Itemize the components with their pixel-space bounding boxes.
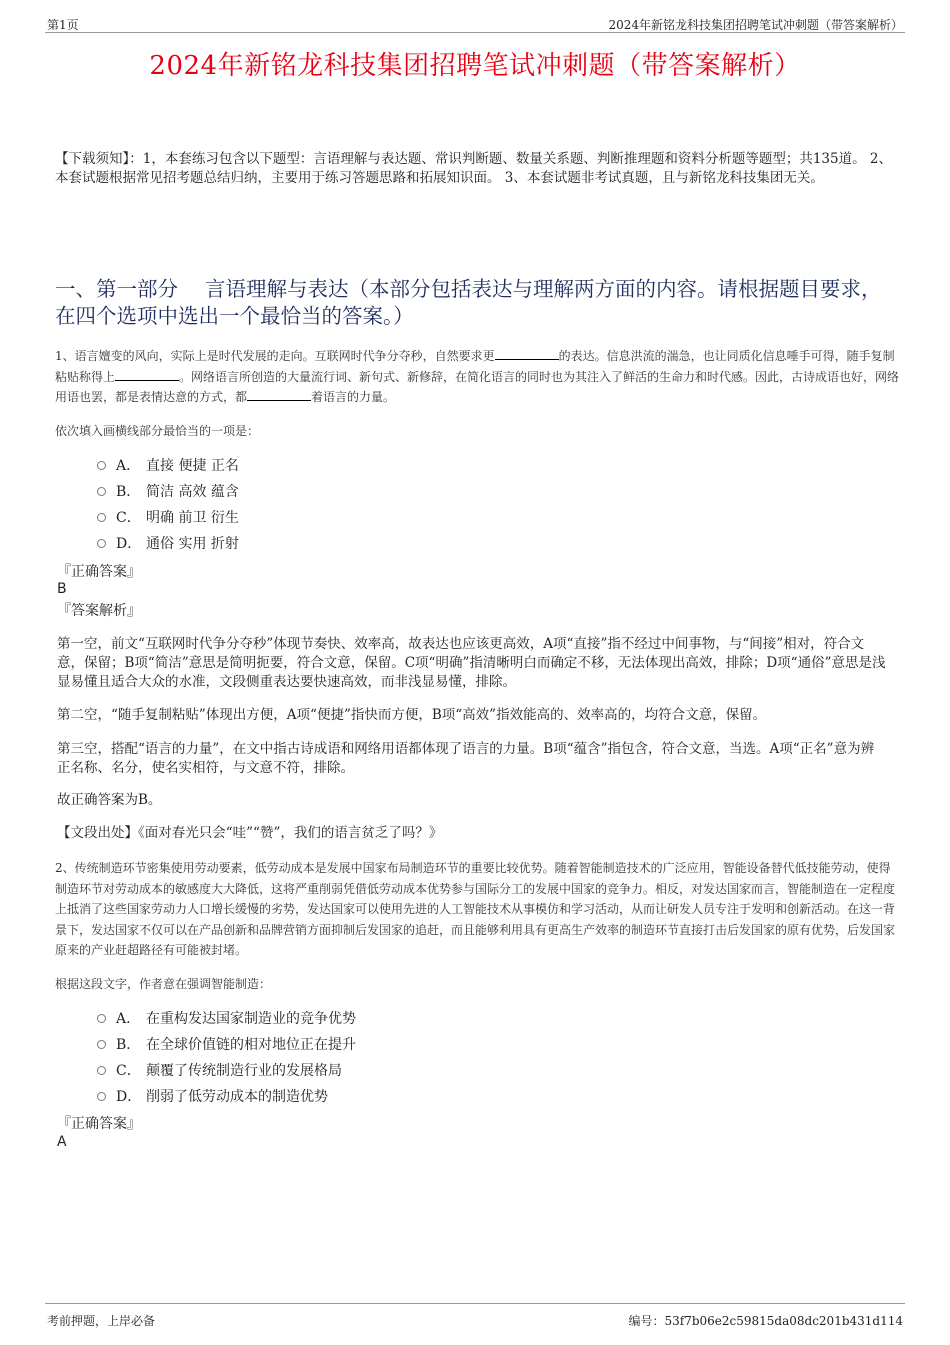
document-id: 编号：53f7b06e2c59815da08dc201b431d114 (628, 1314, 903, 1328)
question-1-options (97, 453, 797, 557)
radio-icon[interactable] (97, 1014, 106, 1023)
option-c[interactable]: C． 颠覆了传统制造行业的发展格局 (97, 1058, 797, 1084)
question-1-prompt: 依次填入画横线部分最恰当的一项是： (55, 424, 260, 438)
page-number: 第1页 (47, 18, 79, 32)
header-doc-title: 2024年新铭龙科技集团招聘笔试冲刺题（带答案解析） (608, 18, 903, 32)
footer-slogan: 考前押题，上岸必备 (47, 1314, 156, 1328)
page-header (45, 14, 905, 33)
question-2-prompt: 根据这段文字，作者意在强调智能制造： (55, 977, 272, 991)
option-c[interactable]: C． 明确 前卫 衍生 (97, 505, 797, 531)
correct-answer: A (57, 1134, 67, 1150)
analysis-paragraph: 第二空，“随手复制粘贴”体现出方便，A项“便捷”指快而方便，B项“高效”指效能高的、效率高的，均符合文意，保留。 (57, 707, 767, 723)
source-citation: 【文段出处】《面对春光只会“哇”“赞”，我们的语言贫乏了吗？》 (57, 825, 443, 841)
document-title: 2024年新铭龙科技集团招聘笔试冲刺题（带答案解析） (149, 51, 801, 81)
option-d[interactable]: D． 削弱了低劳动成本的制造优势 (97, 1084, 797, 1110)
option-a[interactable]: A． 直接 便捷 正名 (97, 453, 797, 479)
radio-icon[interactable] (97, 513, 106, 522)
radio-icon[interactable] (97, 1040, 106, 1049)
answer-label: 『正确答案』 (57, 1116, 141, 1132)
question-1-text: 1、语言嬗变的风向，实际上是时代发展的走向。互联网时代争分夺秒，自然要求更 的表达。信息洪流的湍急，也让同质化信息唾手可得，随手复制粘贴称得上 。网络语言所创造的大量流行词、新句式、新修辞，在简化语言的同时也为其注入了鲜活的生命力和时代感。因此，古诗成语也好，网络用语也罢，都是表情达意的方式，都 着语言的力量。 (55, 349, 900, 404)
radio-icon[interactable] (97, 1066, 106, 1075)
fill-blank (115, 368, 179, 381)
radio-icon[interactable] (97, 487, 106, 496)
radio-icon[interactable] (97, 461, 106, 470)
question-2-options (97, 1006, 797, 1110)
fill-blank (247, 388, 311, 401)
analysis-paragraph: 第三空，搭配“语言的力量”，在文中指古诗成语和网络用语都体现了语言的力量。B项“蕴含”指包含，符合文意，当选。A项“正名”意为辨正名称、名分，使名实相符，与文意不符，排除。 (57, 741, 875, 776)
correct-answer: B (57, 581, 67, 597)
radio-icon[interactable] (97, 539, 106, 548)
analysis-conclusion: 故正确答案为B。 (57, 792, 162, 808)
option-b[interactable]: B． 简洁 高效 蕴含 (97, 479, 797, 505)
option-d[interactable]: D． 通俗 实用 折射 (97, 531, 797, 557)
fill-blank (495, 347, 559, 360)
answer-label: 『正确答案』 (57, 564, 141, 580)
radio-icon[interactable] (97, 1092, 106, 1101)
option-b[interactable]: B． 在全球价值链的相对地位正在提升 (97, 1032, 797, 1058)
analysis-label: 『答案解析』 (57, 603, 141, 619)
option-a[interactable]: A． 在重构发达国家制造业的竞争优势 (97, 1006, 797, 1032)
page-footer (45, 1303, 905, 1328)
section-title: 一、第一部分 言语理解与表达（本部分包括表达与理解两方面的内容。请根据题目要求，在四个选项中选出一个最恰当的答案。） (55, 277, 882, 328)
question-2-text: 2、传统制造环节密集使用劳动要素，低劳动成本是发展中国家布局制造环节的重要比较优势。随着智能制造技术的广泛应用，智能设备替代低技能劳动，使得制造环节对劳动成本的敏感度大大降低，这将严重削弱凭借低劳动成本优势参与国际分工的发展中国家的竞争力。相反，对发达国家而言，智能制造在一定程度上抵消了这些国家劳动力人口增长缓慢的劣势，发达国家可以使用先进的人工智能技术从事模仿和学习活动，从而让研发人员专注于发明和创新活动。在这一背景下，发达国家不仅可以在产品创新和品牌营销方面抑制后发国家的追赶，而且能够利用具有更高生产效率的制造环节直接打击后发国家的原有优势，后发国家原来的产业赶超路径有可能被封堵。 (55, 861, 896, 957)
download-notice: 【下载须知】：1，本套练习包含以下题型：言语理解与表达题、常识判断题、数量关系题、判断推理题和资料分析题等题型；共135道。 2、本套试题根据常见招考题总结归纳，主要用于练习答题思路和拓展知识面。 3、本套试题非考试真题，且与新铭龙科技集团无关。 (55, 151, 892, 186)
analysis-paragraph: 第一空，前文“互联网时代争分夺秒”体现节奏快、效率高，故表达也应该更高效，A项“直接”指不经过中间事物，与“间接”相对，符合文意，保留；B项“简洁”意思是简明扼要，符合文意，保留。C项“明确”指清晰明白而确定不移，无法体现出高效，排除；D项“通俗”意思是浅显易懂且适合大众的水准，文段侧重表达要快速高效，而非浅显易懂，排除。 (57, 636, 886, 690)
